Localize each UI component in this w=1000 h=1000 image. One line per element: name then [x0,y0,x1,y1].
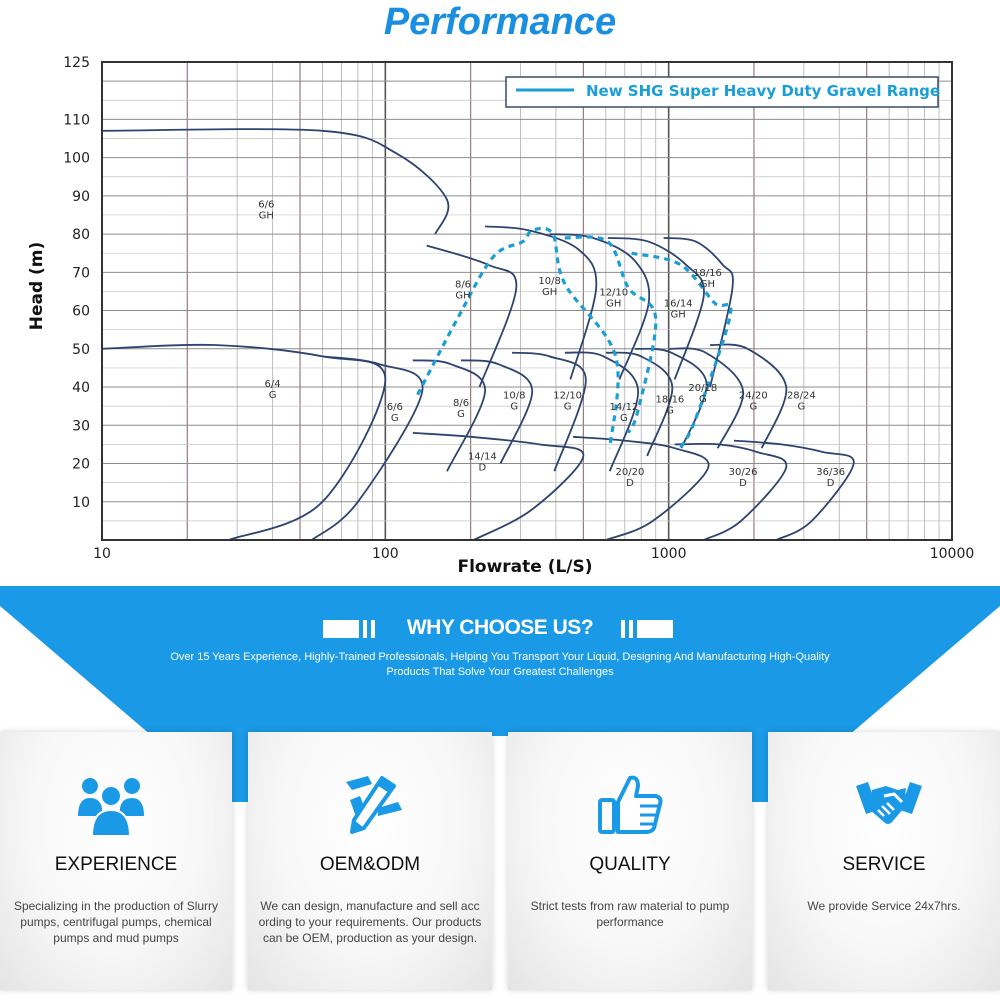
curve-label: 30/26 D [728,466,758,489]
title-right-bars [621,616,677,640]
y-tick-label: 10 [72,494,90,511]
card-description: Specializing in the production of Slurry pumps, centrifugal pumps, chemical pumps and mud pumps [13,899,219,945]
handshake-icon [854,772,924,838]
curve-label: 8/6 G [452,398,470,421]
card-description: We provide Service 24x7hrs. [807,899,961,913]
x-tick-label: 1000 [650,546,687,562]
legend-label: New SHG Super Heavy Duty Gravel Range [586,82,941,100]
curve-label: 36/36 D [816,466,846,489]
card-title: OEM&ODM [319,854,421,875]
chart-legend [506,77,940,107]
y-tick-label: 20 [72,456,90,473]
y-tick-label: 50 [72,341,90,358]
y-tick-label: 110 [63,112,90,129]
curve-label: 28/24 G [786,390,816,413]
users-group-icon [76,772,146,838]
y-tick-label: 80 [72,227,90,244]
curve-label: 18/16 GH [692,268,722,291]
curve-label: 10/8 G [502,390,526,413]
curve-label: 20/18 G [688,382,718,405]
curve-label: 8/6 GH [454,279,472,302]
x-tick-label: 100 [371,546,399,562]
card-title: SERVICE [842,854,926,875]
y-tick-label: 90 [72,188,90,205]
why-title-row [0,616,1000,640]
card-experience [0,732,232,990]
feature-cards [0,732,1000,1000]
curve-label: 12/10 G [553,390,583,413]
card-quality [508,732,752,990]
card-description: Strict tests from raw material to pump performance [530,899,730,929]
curve-label: 6/6 GH [258,199,275,222]
y-axis-label: Head (m) [27,241,47,331]
card-oem-odm [248,732,492,990]
why-description: Over 15 Years Experience, Highly-Trained Professionals, Helping You Transport Your Liquid, Designing And Manufacturing High-Quality Products That Solve Your Greatest Challenges [170,651,830,678]
y-tick-label: 70 [72,265,90,282]
y-tick-label: 40 [72,380,90,397]
pencil-edit-icon [338,772,408,838]
page-title: Performance [383,1,617,43]
curve-label: 18/16 G [655,394,685,417]
curve-label: 14/14 D [467,451,497,474]
thumbs-up-icon [596,772,666,838]
card-description: We can design, manufacture and sell acc ording to your requirements. Our products can be OEM, production as your design. [258,899,482,945]
card-title: QUALITY [589,854,671,875]
curve-label: 6/6 G [386,401,403,424]
curve-label: 16/14 GH [663,298,693,321]
curve-label: 12/10 GH [599,287,629,310]
curve-label: 14/12 G [609,401,639,424]
x-tick-label: 10 [93,546,111,562]
why-choose-us-banner [0,586,1000,736]
curve-label: 10/8 GH [538,275,561,298]
y-tick-label: 60 [72,303,90,320]
performance-chart [0,46,1000,586]
curve-label: 6/4 G [264,379,281,402]
y-tick-label: 30 [72,418,90,435]
curve-label: 20/20 D [615,466,645,489]
curve-label: 24/20 G [738,390,768,413]
x-tick-label: 10000 [929,546,975,562]
title-left-bars [323,616,379,640]
x-axis-label: Flowrate (L/S) [457,557,593,577]
y-tick-label: 100 [63,150,90,167]
y-tick-label: 125 [63,55,90,71]
why-title: WHY CHOOSE US? [406,616,594,640]
card-service [768,732,1000,990]
card-title: EXPERIENCE [54,854,178,875]
